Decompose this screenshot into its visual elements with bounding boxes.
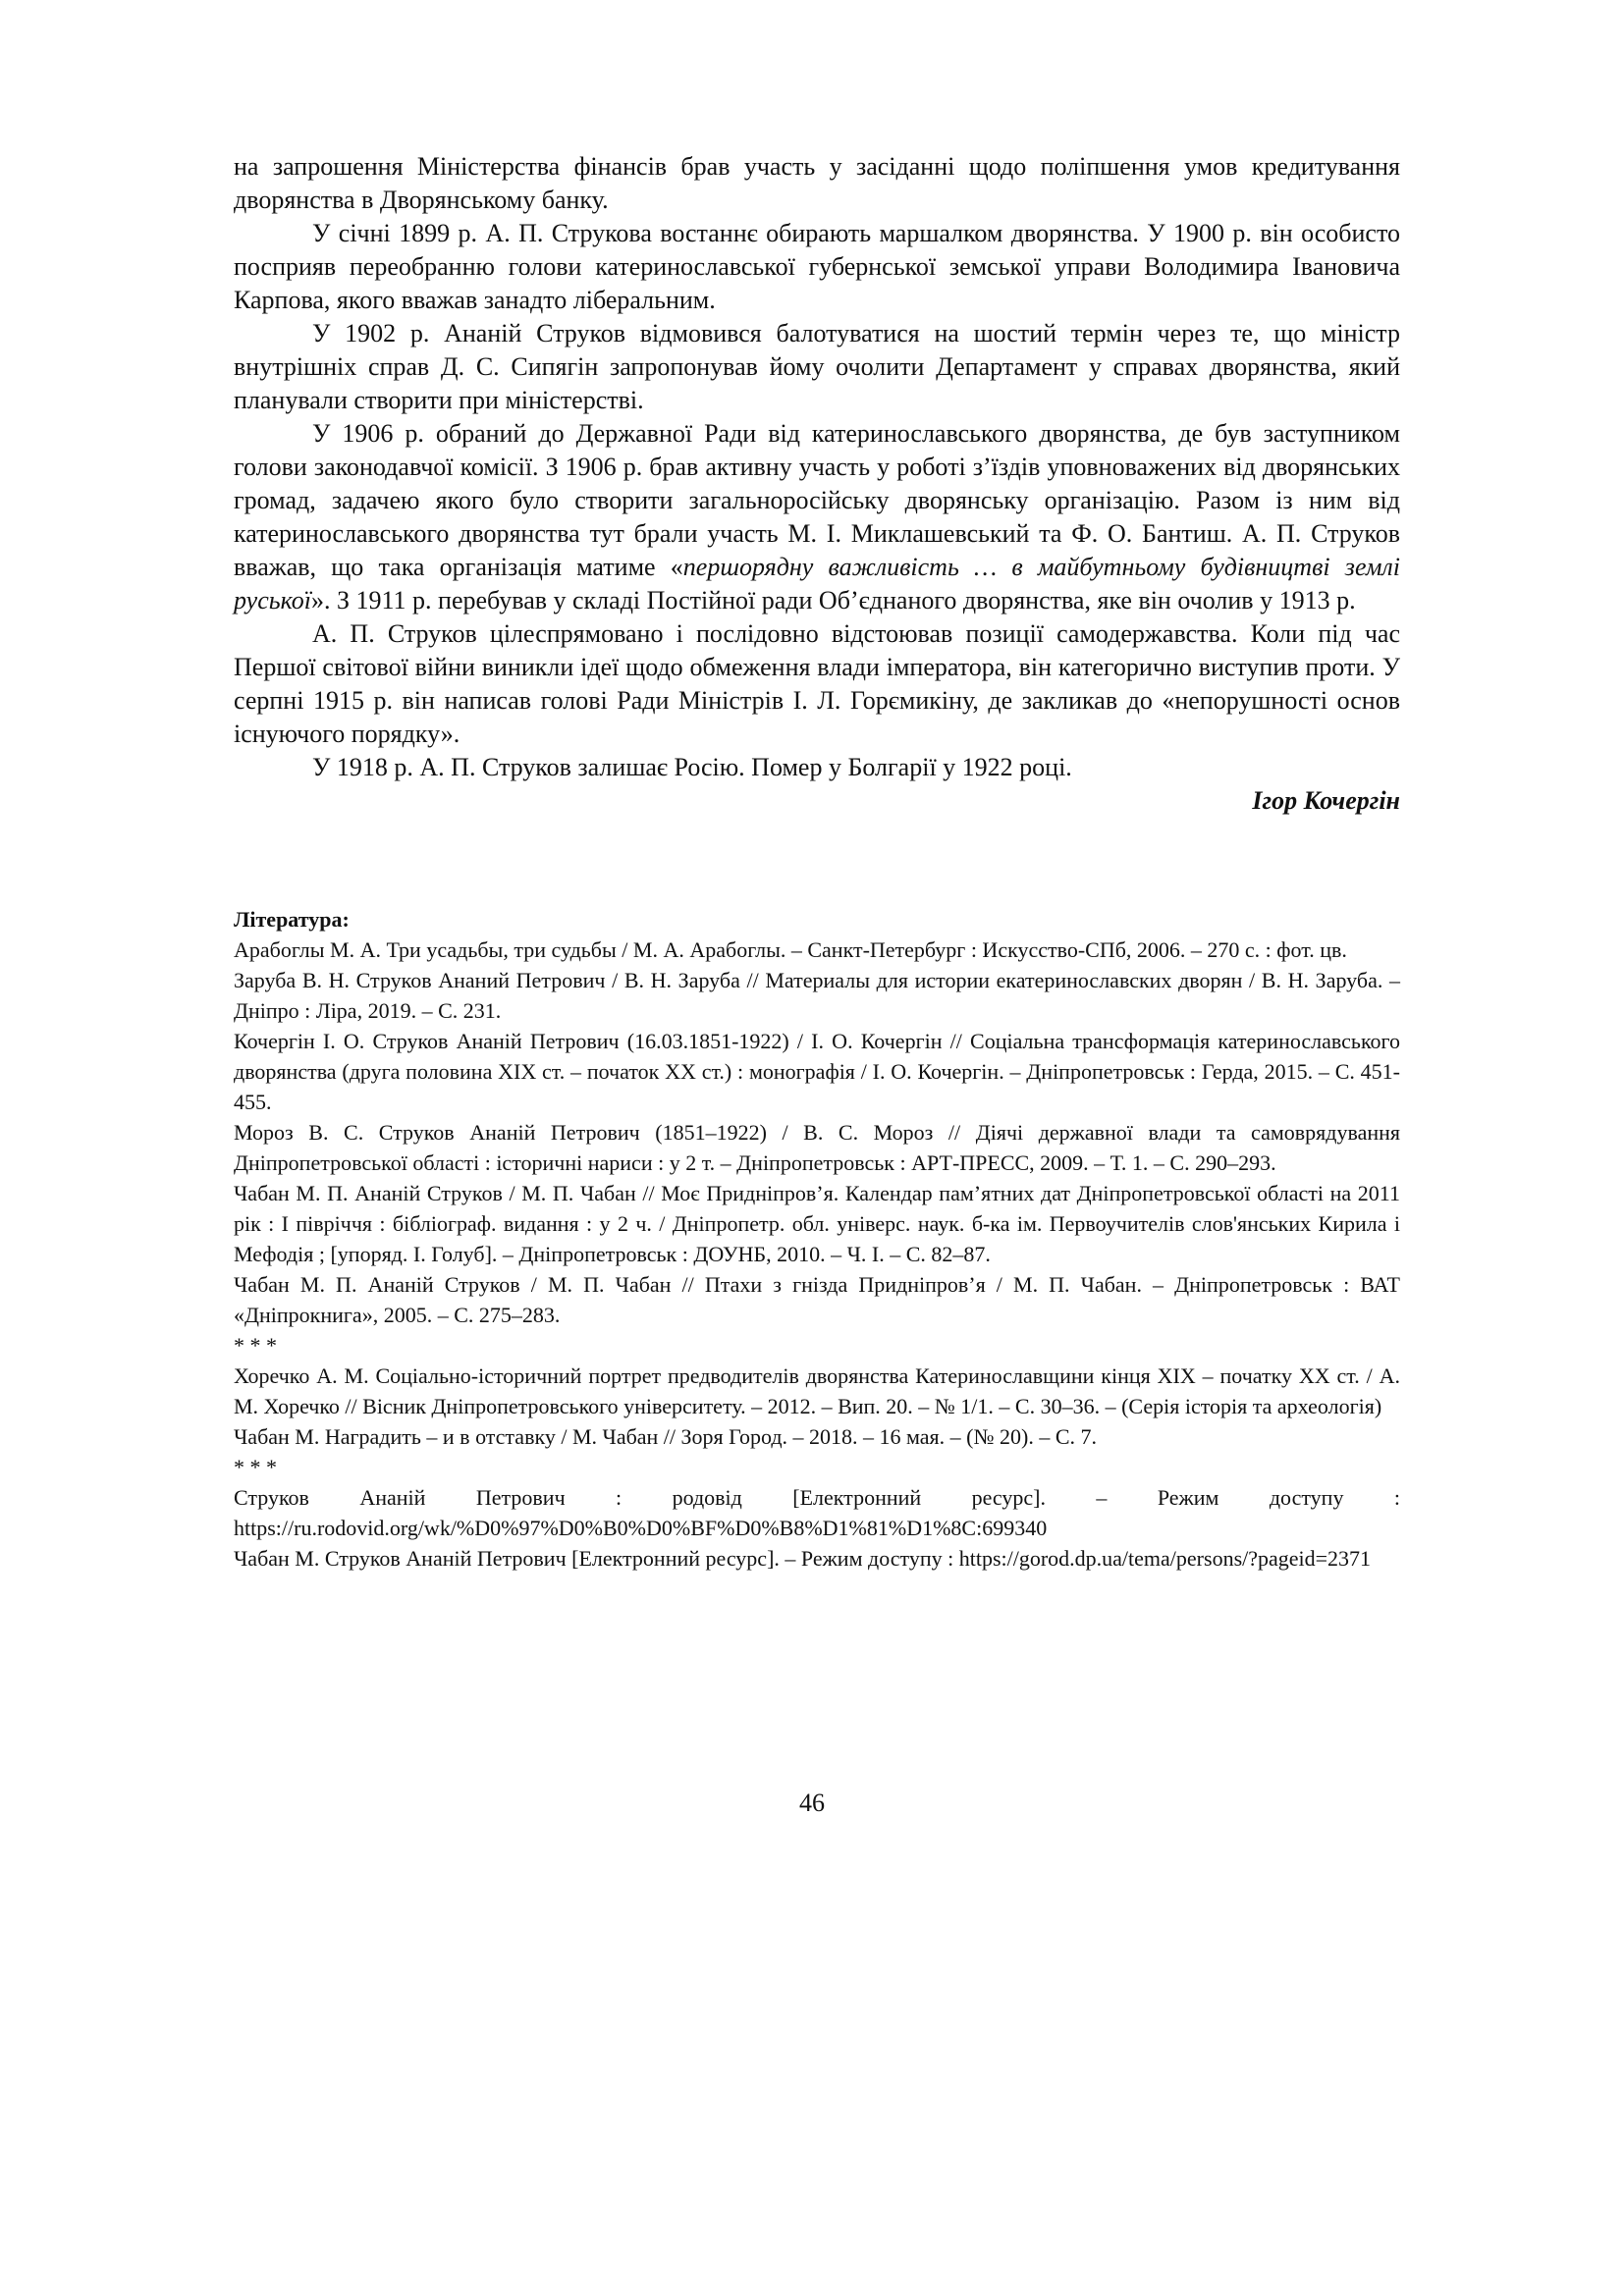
paragraph-continuation: на запрошення Міністерства фінансів брав участь у засіданні щодо поліпшення умов кредитування дворянства в Дворянському банку.: [234, 152, 1400, 214]
reference-item: Чабан М. Наградить – и в отставку / М. Чабан // Зоря Город. – 2018. – 16 мая. – (№ 20). – С. 7.: [234, 1424, 1097, 1449]
reference-item: Струков Ананій Петрович : родовід [Електронний ресурс]. – Режим доступу : https://ru.rodovid.org/wk/%D0%97%D0%B0%D0%BF%D0%B8%D1%81%D1%8C:699340: [234, 1485, 1400, 1540]
reference-item: Чабан М. П. Ананій Струков / М. П. Чабан // Птахи з гнізда Придніпров’я / М. П. Чабан. – Дніпропетровськ : ВАТ «Дніпрокнига», 2005. – С. 275–283.: [234, 1272, 1400, 1327]
quotation: першорядну важливість … в майбутньому будівництві землі руської: [234, 553, 1400, 614]
paragraph-1906-end: ». З 1911 р. перебував у складі Постійної ради Об’єднаного дворянства, яке він очолив у 1913 р.: [310, 586, 1356, 614]
paragraph-autocracy: А. П. Струков цілеспрямовано і послідовно відстоював позиції самодержавства. Коли під час Першої світової війни виникли ідеї щодо обмеження влади імператора, він категорично виступив проти. У серпні 1915 р. він написав голові Ради Міністрів І. Л. Горємикіну, де закликав до «непорушності основ існуючого порядку».: [234, 619, 1400, 748]
reference-item: Кочергін І. О. Струков Ананій Петрович (16.03.1851-1922) / І. О. Кочергін // Соціальна трансформація катеринославського дворянства (друга половина XIX ст. – початок XX ст.) : монографія / І. О. Кочергін. – Дніпропетровськ : Герда, 2015. – С. 451-455.: [234, 1029, 1400, 1114]
page-number: 46: [799, 1789, 825, 1817]
reference-item: Чабан М. Струков Ананій Петрович [Електронний ресурс]. – Режим доступу : https://gorod.dp.ua/tema/persons/?pageid=2371: [234, 1546, 1372, 1571]
paragraph-1918: У 1918 р. А. П. Струков залишає Росію. Помер у Болгарії у 1922 році.: [312, 753, 1072, 781]
references-section: [234, 904, 1400, 1574]
section-separator: * * *: [234, 1333, 277, 1358]
reference-item: Заруба В. Н. Струков Ананий Петрович / В. Н. Заруба // Материалы для истории екатеринославских дворян / В. Н. Заруба. – Дніпро : Ліра, 2019. – С. 231.: [234, 968, 1400, 1023]
section-separator: * * *: [234, 1455, 277, 1479]
reference-item: Чабан М. П. Ананій Струков / М. П. Чабан // Моє Придніпров’я. Календар пам’ятних дат Дніпропетровської області на 2011 рік : I півріччя : бібліограф. видання : у 2 ч. / Дніпропетр. обл. універс. наук. б-ка ім. Первоучителів слов'янських Кирила і Мефодія ; [упоряд. І. Голуб]. – Дніпропетровськ : ДОУНБ, 2010. – Ч. I. – С. 82–87.: [234, 1181, 1400, 1266]
paragraph-1899: У січні 1899 р. А. П. Струкова востаннє обирають маршалком дворянства. У 1900 р. він особисто посприяв переобранню голови катеринославської губернської земської управи Володимира Івановича Карпова, якого вважав занадто ліберальним.: [234, 219, 1400, 314]
article-body: [234, 150, 1400, 818]
paragraph-1902: У 1902 р. Ананій Струков відмовився балотуватися на шостий термін через те, що міністр внутрішніх справ Д. С. Сипягін запропонував йому очолити Департамент у справах дворянства, який планували створити при міністерстві.: [234, 319, 1400, 414]
author-signature: Ігор Кочергін: [1252, 786, 1400, 815]
paragraph-1906: [234, 417, 1400, 617]
reference-item: Мороз В. С. Струков Ананій Петрович (1851–1922) / В. С. Мороз // Діячі державної влади та самоврядування Дніпропетровської області : історичні нариси : у 2 т. – Дніпропетровськ : АРТ-ПРЕСС, 2009. – Т. 1. – С. 290–293.: [234, 1120, 1400, 1175]
paragraph-1906-text: У 1906 р. обраний до Державної Ради від катеринославського дворянства, де був заступником голови законодавчої комісії. З 1906 р. брав активну участь у роботі з’їздів уповноважених від дворянських громад, задачею якого було створити загальноросійську дворянську організацію. Разом із ним від катеринославського дворянства тут брали участь М. І. Миклашевський та Ф. О. Бантиш. А. П. Струков вважав, що така організація матиме «: [234, 419, 1400, 581]
references-heading: Література:: [234, 907, 350, 932]
reference-item: Арабоглы М. А. Три усадьбы, три судьбы / М. А. Арабоглы. – Санкт-Петербург : Искусство-СПб, 2006. – 270 с. : фот. цв.: [234, 937, 1347, 962]
reference-item: Хоречко А. М. Соціально-історичний портрет предводителів дворянства Катеринославщини кінця XIX – початку XX ст. / А. М. Хоречко // Вісник Дніпропетровського університету. – 2012. – Вип. 20. – № 1/1. – С. 30–36. – (Серія історія та археологія): [234, 1363, 1400, 1418]
